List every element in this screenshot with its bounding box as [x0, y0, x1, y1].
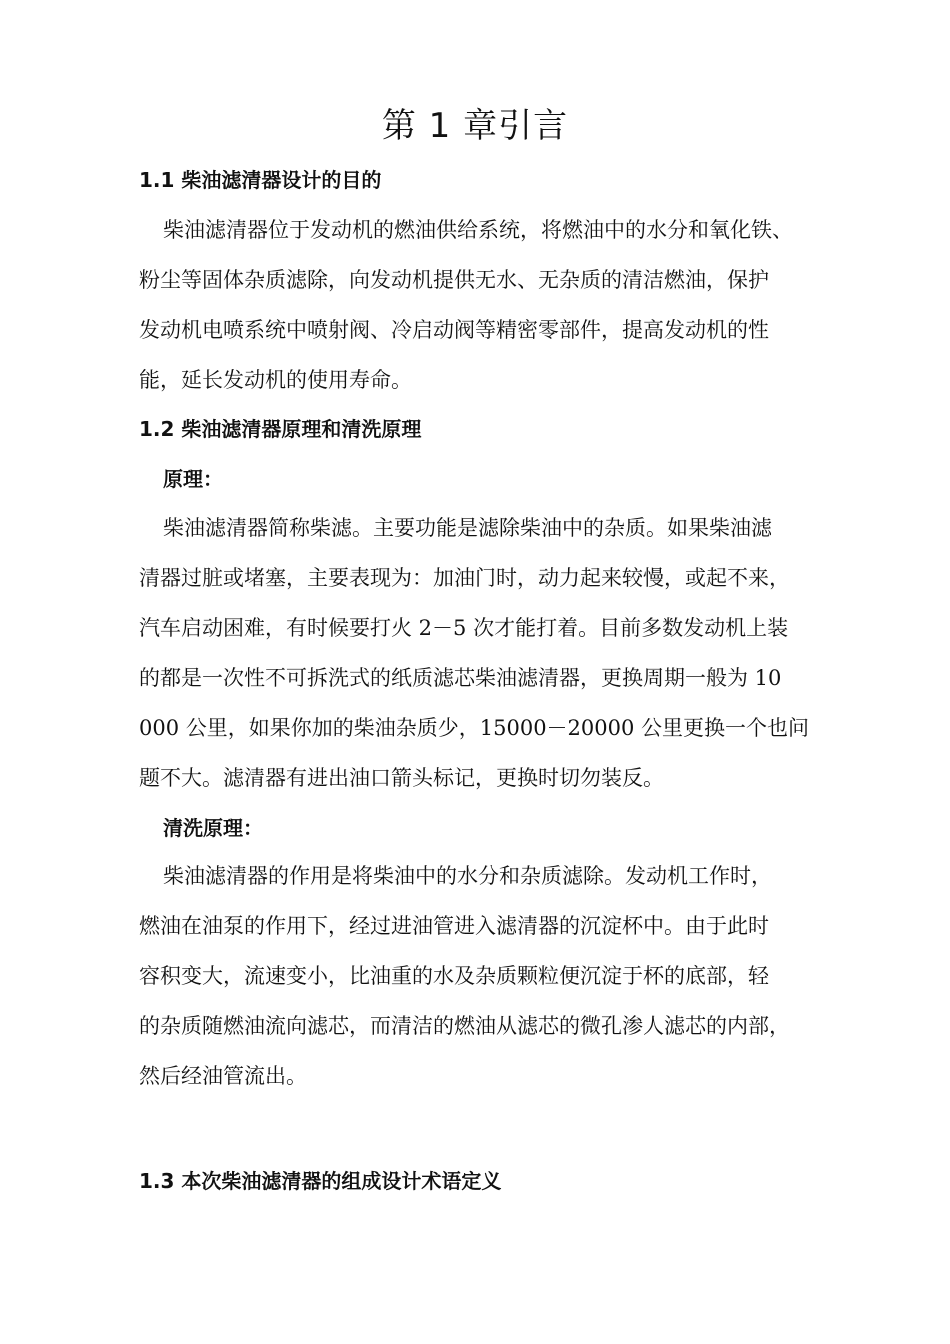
- paragraph-line: 000 公里，如果你加的柴油杂质少，15000－20000 公里更换一个也问: [139, 716, 810, 740]
- paragraph-line: 清器过脏或堵塞，主要表现为：加油门时，动力起来较慢，或起不来，: [139, 566, 790, 590]
- paragraph-line: 汽车启动困难，有时候要打火 2－5 次才能打着。目前多数发动机上装: [139, 616, 789, 640]
- paragraph-line: 柴油滤清器简称柴滤。主要功能是滤除柴油中的杂质。如果柴油滤: [163, 516, 772, 540]
- paragraph-line: 柴油滤清器的作用是将柴油中的水分和杂质滤除。发动机工作时，: [163, 864, 772, 888]
- subheading-principle: 原理：: [163, 467, 223, 491]
- section-heading-1-3: 1.3 本次柴油滤清器的组成设计术语定义: [139, 1169, 502, 1193]
- paragraph-line: 发动机电喷系统中喷射阀、冷启动阀等精密零部件，提高发动机的性: [139, 318, 769, 342]
- paragraph-principle: [139, 503, 819, 803]
- paragraph-line: 题不大。滤清器有进出油口箭头标记，更换时切勿装反。: [139, 766, 664, 790]
- section-heading-1-2: 1.2 柴油滤清器原理和清洗原理: [139, 417, 422, 441]
- paragraph-cleaning-principle: [139, 851, 819, 1101]
- section-heading-1-1: 1.1 柴油滤清器设计的目的: [139, 168, 382, 192]
- subheading-cleaning-principle: 清洗原理：: [163, 816, 263, 840]
- chapter-title: 第 1 章引言: [381, 106, 569, 146]
- paragraph-line: 的都是一次性不可拆洗式的纸质滤芯柴油滤清器，更换周期一般为 10: [139, 666, 782, 690]
- paragraph-line: 的杂质随燃油流向滤芯，而清洁的燃油从滤芯的微孔渗人滤芯的内部，: [139, 1014, 790, 1038]
- paragraph-line: 能，延长发动机的使用寿命。: [139, 368, 412, 392]
- paragraph-line: 柴油滤清器位于发动机的燃油供给系统，将燃油中的水分和氧化铁、: [163, 218, 793, 242]
- paragraph-line: 然后经油管流出。: [139, 1064, 307, 1088]
- paragraph-line: 容积变大，流速变小，比油重的水及杂质颗粒便沉淀于杯的底部，轻: [139, 964, 769, 988]
- paragraph-line: 燃油在油泵的作用下，经过进油管进入滤清器的沉淀杯中。由于此时: [139, 914, 769, 938]
- paragraph-line: 粉尘等固体杂质滤除，向发动机提供无水、无杂质的清洁燃油，保护: [139, 268, 769, 292]
- paragraph-purpose: [139, 205, 819, 405]
